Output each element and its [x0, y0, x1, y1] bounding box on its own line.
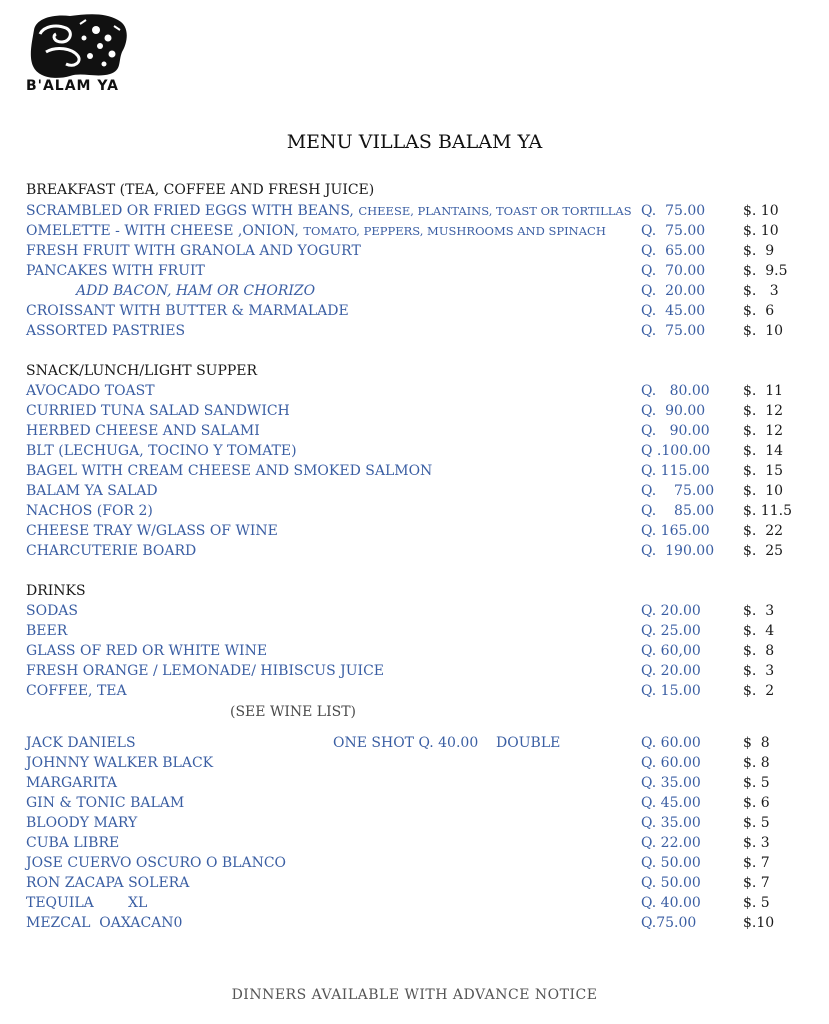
price-usd: $. 25	[743, 543, 784, 559]
wine-list-note: (SEE WINE LIST)	[230, 704, 356, 720]
price-usd: $. 14	[743, 443, 784, 459]
menu-item	[26, 222, 606, 240]
page-title: MENU VILLAS BALAM YA	[286, 131, 543, 153]
menu-item	[26, 202, 632, 220]
price-q: Q. 20.00	[641, 663, 701, 679]
price-usd: $. 4	[743, 623, 775, 639]
tequila-size-note: XL	[128, 895, 148, 911]
price-q: Q. 165.00	[641, 523, 710, 539]
item-name: FRESH FRUIT WITH GRANOLA AND YOGURT	[26, 243, 361, 259]
item-name: BALAM YA SALAD	[26, 483, 158, 499]
price-q: Q. 35.00	[641, 815, 701, 831]
price-q: Q. 90.00	[641, 403, 706, 419]
item-name: GLASS OF RED OR WHITE WINE	[26, 643, 268, 659]
item-name: JOHNNY WALKER BLACK	[26, 755, 214, 771]
price-usd: $. 5	[743, 815, 770, 831]
price-q: Q. 50.00	[641, 875, 701, 891]
price-q: Q. 50.00	[641, 855, 701, 871]
item-name: OMELETTE - WITH CHEESE ,ONION,	[26, 223, 299, 239]
item-name: JACK DANIELS	[26, 735, 136, 751]
price-usd: $. 9	[743, 243, 775, 259]
price-q: Q. 40.00	[641, 895, 701, 911]
item-name: CROISSANT WITH BUTTER & MARMALADE	[26, 303, 349, 319]
item-name: TEQUILA	[26, 895, 94, 911]
footer-note: DINNERS AVAILABLE WITH ADVANCE NOTICE	[231, 987, 598, 1003]
price-q: Q. 20.00	[641, 283, 706, 299]
item-name: BLT (LECHUGA, TOCINO Y TOMATE)	[26, 443, 297, 459]
price-usd: $. 5	[743, 775, 770, 791]
price-usd: $. 15	[743, 463, 784, 479]
price-q: Q. 20.00	[641, 603, 701, 619]
price-q: Q. 45.00	[641, 303, 706, 319]
price-q: Q. 60,00	[641, 643, 701, 659]
price-usd: $. 8	[743, 755, 770, 771]
brand-name: B'ALAM YA	[26, 78, 119, 94]
price-usd: $. 3	[743, 835, 770, 851]
price-q: Q. 90.00	[641, 423, 710, 439]
price-q: Q. 22.00	[641, 835, 701, 851]
price-q: Q. 70.00	[641, 263, 706, 279]
drinks-header: DRINKS	[26, 583, 86, 599]
price-q: Q. 60.00	[641, 755, 701, 771]
item-name: MARGARITA	[26, 775, 118, 791]
price-q: Q .100.00	[641, 443, 711, 459]
price-usd: $. 10	[743, 203, 779, 219]
item-name: FRESH ORANGE / LEMONADE/ HIBISCUS JUICE	[26, 663, 384, 679]
item-name: BAGEL WITH CREAM CHEESE AND SMOKED SALMON	[26, 463, 433, 479]
item-name: PANCAKES WITH FRUIT	[26, 263, 205, 279]
price-usd: $. 3	[743, 283, 779, 299]
price-usd: $ 8	[743, 735, 770, 751]
item-name: SODAS	[26, 603, 78, 619]
price-usd: $. 2	[743, 683, 775, 699]
price-q: Q. 75.00	[641, 223, 706, 239]
item-name: JOSE CUERVO OSCURO O BLANCO	[26, 855, 287, 871]
item-name: AVOCADO TOAST	[26, 383, 155, 399]
item-name: BLOODY MARY	[26, 815, 138, 831]
price-q: Q. 75.00	[641, 203, 706, 219]
price-usd: $. 10	[743, 223, 779, 239]
price-usd: $. 5	[743, 895, 770, 911]
price-usd: $. 10	[743, 483, 784, 499]
price-q: Q. 115.00	[641, 463, 710, 479]
item-name: ADD BACON, HAM OR CHORIZO	[76, 283, 316, 299]
snack-header: SNACK/LUNCH/LIGHT SUPPER	[26, 363, 258, 379]
price-usd: $. 11.5	[743, 503, 792, 519]
price-usd: $. 22	[743, 523, 784, 539]
price-usd: $. 6	[743, 303, 775, 319]
price-usd: $. 3	[743, 663, 775, 679]
price-q: Q. 25.00	[641, 623, 701, 639]
item-name: CHARCUTERIE BOARD	[26, 543, 197, 559]
price-usd: $. 10	[743, 323, 784, 339]
item-name: HERBED CHEESE AND SALAMI	[26, 423, 260, 439]
price-usd: $. 11	[743, 383, 784, 399]
price-q: Q. 35.00	[641, 775, 701, 791]
item-name: MEZCAL OAXACAN0	[26, 915, 183, 931]
item-name: GIN & TONIC BALAM	[26, 795, 185, 811]
price-q: Q.75.00	[641, 915, 697, 931]
price-usd: $. 12	[743, 403, 784, 419]
item-name: RON ZACAPA SOLERA	[26, 875, 190, 891]
item-name: CUBA LIBRE	[26, 835, 120, 851]
price-q: Q. 60.00	[641, 735, 701, 751]
item-name: COFFEE, TEA	[26, 683, 127, 699]
price-usd: $. 7	[743, 875, 770, 891]
shot-price-note: ONE SHOT Q. 40.00 DOUBLE	[333, 735, 561, 751]
item-name: BEER	[26, 623, 68, 639]
price-usd: $. 12	[743, 423, 784, 439]
item-name: SCRAMBLED OR FRIED EGGS WITH BEANS,	[26, 203, 354, 219]
item-name: CURRIED TUNA SALAD SANDWICH	[26, 403, 290, 419]
item-detail: TOMATO, PEPPERS, MUSHROOMS AND SPINACH	[303, 224, 606, 238]
item-name: CHEESE TRAY W/GLASS OF WINE	[26, 523, 278, 539]
item-name: NACHOS (FOR 2)	[26, 503, 153, 519]
price-usd: $. 7	[743, 855, 770, 871]
item-detail: CHEESE, PLANTAINS, TOAST OR TORTILLAS	[358, 204, 632, 218]
price-q: Q. 85.00	[641, 503, 715, 519]
price-q: Q. 80.00	[641, 383, 710, 399]
price-usd: $.10	[743, 915, 775, 931]
price-usd: $. 9.5	[743, 263, 788, 279]
price-usd: $. 3	[743, 603, 775, 619]
breakfast-header: BREAKFAST (TEA, COFFEE AND FRESH JUICE)	[26, 182, 375, 198]
price-q: Q. 190.00	[641, 543, 715, 559]
price-q: Q. 75.00	[641, 483, 715, 499]
price-usd: $. 8	[743, 643, 775, 659]
price-q: Q. 65.00	[641, 243, 706, 259]
item-name: ASSORTED PASTRIES	[26, 323, 186, 339]
price-q: Q. 75.00	[641, 323, 706, 339]
price-q: Q. 15.00	[641, 683, 701, 699]
price-usd: $. 6	[743, 795, 770, 811]
price-q: Q. 45.00	[641, 795, 701, 811]
